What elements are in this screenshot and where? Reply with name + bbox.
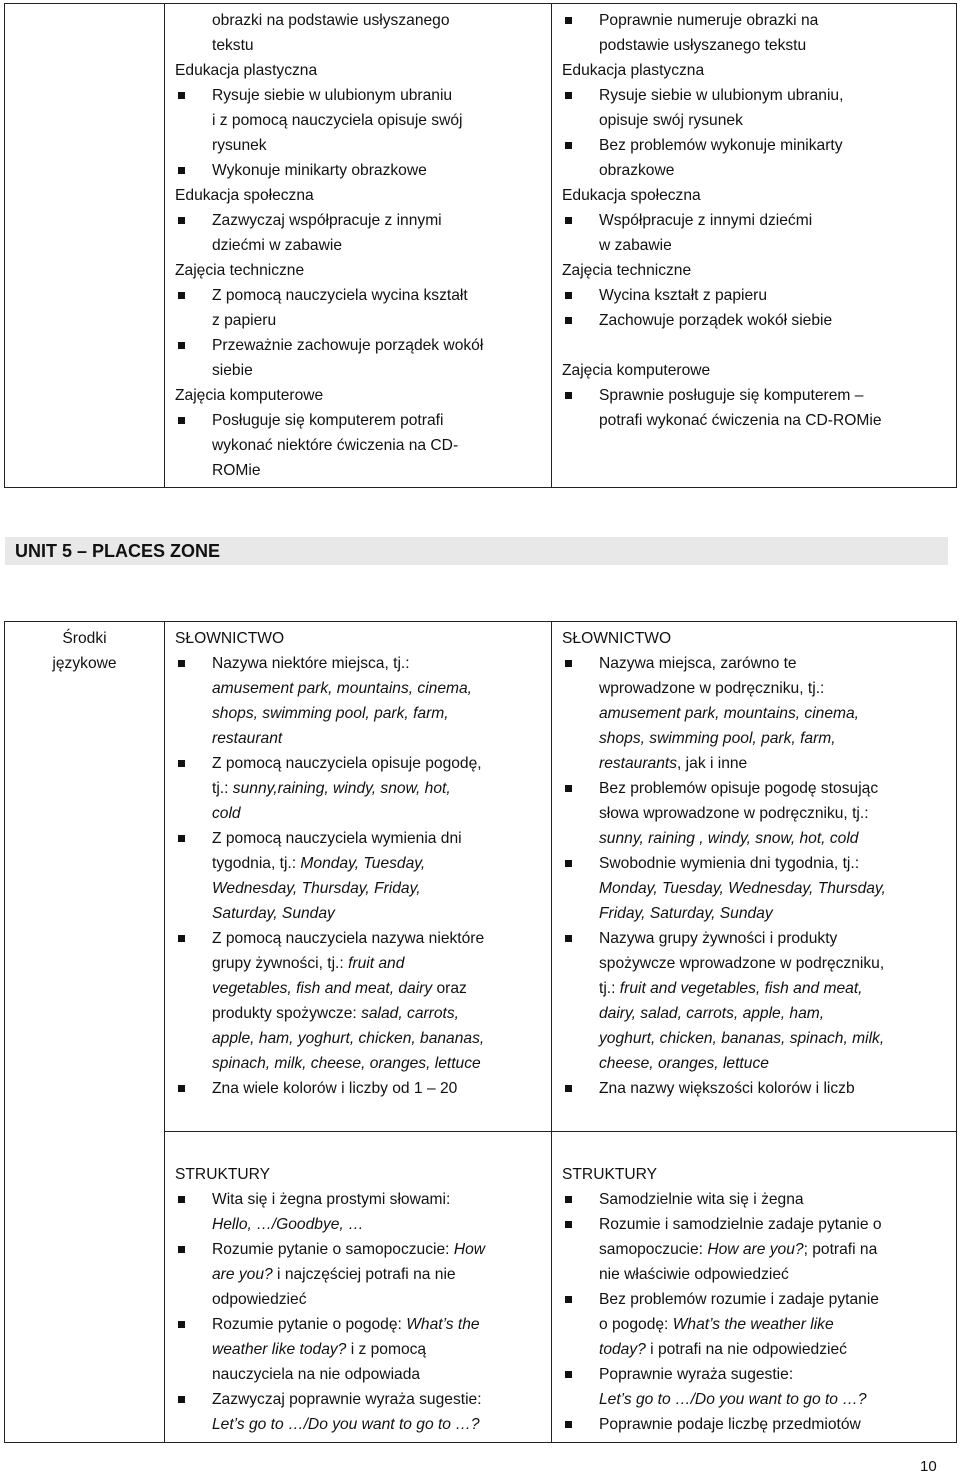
- vocab-advanced-cell: [552, 622, 957, 1132]
- list-item: [175, 158, 545, 183]
- text-segment: Rozumie pytanie o pogodę:: [212, 1316, 407, 1333]
- item-line: Rysuje siebie w ulubionym ubraniu: [212, 87, 453, 104]
- text-segment: Z pomocą nauczyciela nazywa niektóre: [212, 930, 485, 947]
- item-line: Sprawnie posługuje się komputerem –: [599, 387, 864, 404]
- item-line: [212, 1026, 545, 1051]
- item-line: [212, 901, 545, 926]
- item-line: Zazwyczaj współpracuje z innymi: [212, 212, 442, 229]
- text-segment: Z pomocą nauczyciela opisuje pogodę,: [212, 755, 482, 772]
- section-heading: STRUKTURY: [562, 1166, 658, 1183]
- text-segment: Poprawnie wyraża sugestie:: [599, 1366, 794, 1383]
- text-segment: apple, ham, yoghurt, chicken, bananas,: [212, 1030, 485, 1047]
- page-number: 10: [920, 1458, 937, 1475]
- text-segment: Saturday, Sunday: [212, 905, 335, 922]
- item-line: Współpracuje z innymi dziećmi: [599, 212, 813, 229]
- item-line: potrafi wykonać ćwiczenia na CD-ROMie: [599, 412, 882, 429]
- item-line: [212, 976, 545, 1001]
- list-item: [562, 283, 950, 308]
- item-line: [599, 801, 950, 826]
- text-segment: Monday, Tuesday, Wednesday, Thursday,: [599, 880, 886, 897]
- bullet-list: [562, 83, 950, 183]
- item-line: [212, 926, 545, 951]
- text-segment: Rozumie pytanie o samopoczucie:: [212, 1241, 454, 1258]
- item-line: [599, 1387, 950, 1412]
- row-label-line: językowe: [52, 655, 117, 672]
- text-segment: i najczęściej potrafi na nie: [272, 1266, 456, 1283]
- list-item: [175, 83, 545, 158]
- item-line: [212, 826, 545, 851]
- list-item: [175, 1237, 545, 1312]
- intro-line: obrazki na podstawie usłyszanego: [212, 12, 450, 29]
- unit-title: UNIT 5 – PLACES ZONE: [5, 537, 948, 565]
- section-heading: Edukacja plastyczna: [175, 62, 318, 79]
- text-segment: ; potrafi na: [803, 1241, 878, 1258]
- item-line: Zachowuje porządek wokół siebie: [599, 312, 833, 329]
- item-line: [599, 976, 950, 1001]
- structures-basic-cell: [165, 1132, 552, 1443]
- item-line: [599, 1337, 950, 1362]
- text-segment: dairy, salad, carrots, apple, ham,: [599, 1005, 825, 1022]
- bullet-list: [175, 208, 545, 258]
- bullet-list: [562, 208, 950, 258]
- text-segment: o pogodę:: [599, 1316, 673, 1333]
- text-segment: fruit and vegetables, fish and meat,: [619, 980, 863, 997]
- bullet-list: [562, 1187, 950, 1437]
- basic-level-cell: [165, 4, 552, 488]
- list-item: [562, 1076, 950, 1101]
- text-segment: How are you?: [707, 1241, 804, 1258]
- text-segment: yoghurt, chicken, bananas, spinach, milk,: [599, 1030, 885, 1047]
- text-segment: słowa wprowadzone w podręczniku, tj.:: [599, 805, 869, 822]
- item-line: [212, 776, 545, 801]
- text-segment: Swobodnie wymienia dni tygodnia, tj.:: [599, 855, 860, 872]
- text-segment: tj.:: [212, 780, 233, 797]
- text-segment: , jak i inne: [677, 755, 748, 772]
- item-line: [599, 851, 950, 876]
- item-line: wykonać niektóre ćwiczenia na CD-: [212, 437, 459, 454]
- item-line: podstawie usłyszanego tekstu: [599, 37, 807, 54]
- list-item: [562, 1187, 950, 1212]
- text-segment: nie właściwie odpowiedzieć: [599, 1266, 789, 1283]
- item-line: [599, 1312, 950, 1337]
- section-heading: STRUKTURY: [175, 1166, 271, 1183]
- list-item: [175, 208, 545, 258]
- text-segment: Wednesday, Thursday, Friday,: [212, 880, 421, 897]
- item-line: Przeważnie zachowuje porządek wokół: [212, 337, 484, 354]
- item-line: [212, 1237, 545, 1262]
- list-item: [175, 751, 545, 826]
- item-line: obrazkowe: [599, 162, 675, 179]
- item-line: [599, 1287, 950, 1312]
- bullet-list: [175, 651, 545, 1101]
- item-line: [599, 1237, 950, 1262]
- item-line: [599, 1362, 950, 1387]
- item-line: [599, 1026, 950, 1051]
- text-segment: today?: [599, 1341, 646, 1358]
- structures-advanced-cell: [552, 1132, 957, 1443]
- text-segment: Bez problemów opisuje pogodę stosując: [599, 780, 879, 797]
- text-segment: How: [453, 1241, 486, 1258]
- item-line: [212, 876, 545, 901]
- list-item: [562, 133, 950, 183]
- item-line: [599, 1051, 950, 1076]
- advanced-level-cell: [552, 4, 957, 488]
- text-segment: wprowadzone w podręczniku, tj.:: [599, 680, 825, 697]
- text-segment: Zazwyczaj poprawnie wyraża sugestie:: [212, 1391, 482, 1408]
- item-line: [599, 826, 950, 851]
- row-label-cell: [5, 4, 165, 488]
- text-segment: odpowiedzieć: [212, 1291, 307, 1308]
- text-segment: Hello, …/Goodbye, …: [212, 1216, 364, 1233]
- text-segment: spinach, milk, cheese, oranges, lettuce: [212, 1055, 481, 1072]
- bullet-list: [562, 8, 950, 58]
- item-line: [599, 1076, 950, 1101]
- list-item: [562, 1412, 950, 1437]
- unit5-table: [4, 621, 957, 1443]
- text-segment: Let’s go to …/Do you want to go to …?: [599, 1391, 867, 1408]
- list-item: [562, 8, 950, 58]
- text-segment: sunny,raining, windy, snow, hot,: [232, 780, 451, 797]
- list-item: [175, 1076, 545, 1101]
- text-segment: Bez problemów rozumie i zadaje pytanie: [599, 1291, 879, 1308]
- text-segment: i z pomocą: [346, 1341, 427, 1358]
- list-item: [175, 1387, 545, 1437]
- section-heading: SŁOWNICTWO: [175, 630, 285, 647]
- item-line: [212, 951, 545, 976]
- text-segment: fruit and: [348, 955, 405, 972]
- list-item: [562, 1287, 950, 1362]
- item-line: [212, 1312, 545, 1337]
- text-segment: samopoczucie:: [599, 1241, 708, 1258]
- list-item: [562, 83, 950, 133]
- item-line: [599, 776, 950, 801]
- text-segment: spożywcze wprowadzone w podręczniku,: [599, 955, 885, 972]
- text-segment: Samodzielnie wita się i żegna: [599, 1191, 804, 1208]
- text-segment: tygodnia, tj.:: [212, 855, 301, 872]
- text-segment: shops, swimming pool, park, farm,: [212, 705, 449, 722]
- text-segment: Zna wiele kolorów i liczby od 1 – 20: [212, 1080, 458, 1097]
- list-item: [562, 651, 950, 776]
- bullet-list: [562, 651, 950, 1101]
- list-item: [562, 851, 950, 926]
- bullet-list: [175, 408, 545, 483]
- item-line: [599, 926, 950, 951]
- item-line: [212, 1001, 545, 1026]
- item-line: [212, 1262, 545, 1287]
- item-line: [212, 1212, 545, 1237]
- list-item: [562, 926, 950, 1076]
- item-line: [212, 726, 545, 751]
- row-label-cell: [5, 622, 165, 1443]
- text-segment: sunny, raining , windy, snow, hot, cold: [599, 830, 859, 847]
- item-line: rysunek: [212, 137, 267, 154]
- text-segment: vegetables, fish and meat, dairy: [212, 980, 433, 997]
- list-item: [562, 1212, 950, 1287]
- text-segment: nauczyciela na nie odpowiada: [212, 1366, 421, 1383]
- text-segment: Zna nazwy większości kolorów i liczb: [599, 1080, 855, 1097]
- section-heading: Edukacja plastyczna: [562, 62, 705, 79]
- text-segment: Z pomocą nauczyciela wymienia dni: [212, 830, 462, 847]
- item-line: [212, 1387, 545, 1412]
- text-segment: Let’s go to …/Do you want to go to …?: [212, 1416, 480, 1433]
- section-heading: Edukacja społeczna: [562, 187, 701, 204]
- item-line: z papieru: [212, 312, 277, 329]
- item-line: [599, 901, 950, 926]
- item-line: [599, 1412, 950, 1437]
- item-line: [212, 1337, 545, 1362]
- text-segment: What’s the: [406, 1316, 480, 1333]
- item-line: [599, 726, 950, 751]
- text-segment: Nazywa grupy żywności i produkty: [599, 930, 838, 947]
- list-item: [562, 208, 950, 258]
- item-line: [599, 701, 950, 726]
- section-heading: SŁOWNICTWO: [562, 630, 672, 647]
- text-segment: Poprawnie podaje liczbę przedmiotów: [599, 1416, 861, 1433]
- intro-line: tekstu: [212, 37, 254, 54]
- text-segment: amusement park, mountains, cinema,: [599, 705, 860, 722]
- item-line: [212, 851, 545, 876]
- item-line: [599, 1262, 950, 1287]
- item-line: [212, 1287, 545, 1312]
- text-segment: Friday, Saturday, Sunday: [599, 905, 773, 922]
- list-item: [175, 283, 545, 333]
- item-line: ROMie: [212, 462, 261, 479]
- item-line: [212, 1051, 545, 1076]
- item-line: [212, 751, 545, 776]
- text-segment: Nazywa miejsca, zarówno te: [599, 655, 797, 672]
- text-segment: Nazywa niektóre miejsca, tj.:: [212, 655, 410, 672]
- list-item: [562, 383, 950, 433]
- item-line: [212, 801, 545, 826]
- text-segment: Monday, Tuesday,: [300, 855, 426, 872]
- item-line: Wycina kształt z papieru: [599, 287, 767, 304]
- item-line: Poprawnie numeruje obrazki na: [599, 12, 819, 29]
- item-line: [599, 1212, 950, 1237]
- section-heading: Zajęcia techniczne: [562, 262, 692, 279]
- item-line: w zabawie: [599, 237, 672, 254]
- text-segment: tj.:: [599, 980, 620, 997]
- item-line: Z pomocą nauczyciela wycina kształt: [212, 287, 468, 304]
- section-heading: Zajęcia techniczne: [175, 262, 305, 279]
- spacer: [562, 333, 950, 358]
- item-line: [212, 1076, 545, 1101]
- text-segment: grupy żywności, tj.:: [212, 955, 349, 972]
- text-segment: What’s the weather like: [672, 1316, 834, 1333]
- text-segment: salad, carrots,: [361, 1005, 460, 1022]
- text-segment: oraz: [432, 980, 467, 997]
- item-line: [599, 1001, 950, 1026]
- text-segment: cheese, oranges, lettuce: [599, 1055, 769, 1072]
- item-line: [212, 676, 545, 701]
- item-line: [212, 1412, 545, 1437]
- list-item: [562, 1362, 950, 1412]
- text-segment: restaurants: [599, 755, 678, 772]
- text-segment: amusement park, mountains, cinema,: [212, 680, 473, 697]
- item-line: [599, 1187, 950, 1212]
- item-line: [212, 1187, 545, 1212]
- list-item: [175, 333, 545, 383]
- text-segment: shops, swimming pool, park, farm,: [599, 730, 836, 747]
- vocab-basic-cell: [165, 622, 552, 1132]
- text-segment: weather like today?: [212, 1341, 347, 1358]
- item-line: Posługuje się komputerem potrafi: [212, 412, 444, 429]
- section-heading: Zajęcia komputerowe: [175, 387, 324, 404]
- list-item: [175, 1312, 545, 1387]
- item-line: [599, 651, 950, 676]
- list-item: [562, 776, 950, 851]
- text-segment: produkty spożywcze:: [212, 1005, 362, 1022]
- item-line: [212, 651, 545, 676]
- list-item: [562, 308, 950, 333]
- text-segment: are you?: [212, 1266, 273, 1283]
- item-line: [599, 876, 950, 901]
- bullet-list: [175, 283, 545, 383]
- item-line: siebie: [212, 362, 253, 379]
- item-line: Wykonuje minikarty obrazkowe: [212, 162, 427, 179]
- text-segment: Wita się i żegna prostymi słowami:: [212, 1191, 451, 1208]
- item-line: dziećmi w zabawie: [212, 237, 342, 254]
- item-line: [599, 676, 950, 701]
- text-segment: restaurant: [212, 730, 283, 747]
- list-item: [175, 826, 545, 926]
- bullet-list: [175, 1187, 545, 1437]
- item-line: opisuje swój rysunek: [599, 112, 743, 129]
- section-heading: Zajęcia komputerowe: [562, 362, 711, 379]
- section-heading: Edukacja społeczna: [175, 187, 314, 204]
- item-line: [212, 701, 545, 726]
- item-line: Bez problemów wykonuje minikarty: [599, 137, 843, 154]
- bullet-list: [562, 383, 950, 433]
- item-line: [599, 751, 950, 776]
- text-segment: cold: [212, 805, 241, 822]
- text-segment: Rozumie i samodzielnie zadaje pytanie o: [599, 1216, 882, 1233]
- list-item: [175, 651, 545, 751]
- bullet-list: [562, 283, 950, 333]
- text-segment: i potrafi na nie odpowiedzieć: [645, 1341, 847, 1358]
- bullet-list: [175, 83, 545, 183]
- list-item: [175, 408, 545, 483]
- row-label-line: Środki: [62, 630, 107, 647]
- list-item: [175, 926, 545, 1076]
- item-line: [599, 951, 950, 976]
- item-line: i z pomocą nauczyciela opisuje swój: [212, 112, 463, 129]
- list-item: [175, 1187, 545, 1237]
- item-line: Rysuje siebie w ulubionym ubraniu,: [599, 87, 844, 104]
- top-table: [4, 3, 957, 488]
- item-line: [212, 1362, 545, 1387]
